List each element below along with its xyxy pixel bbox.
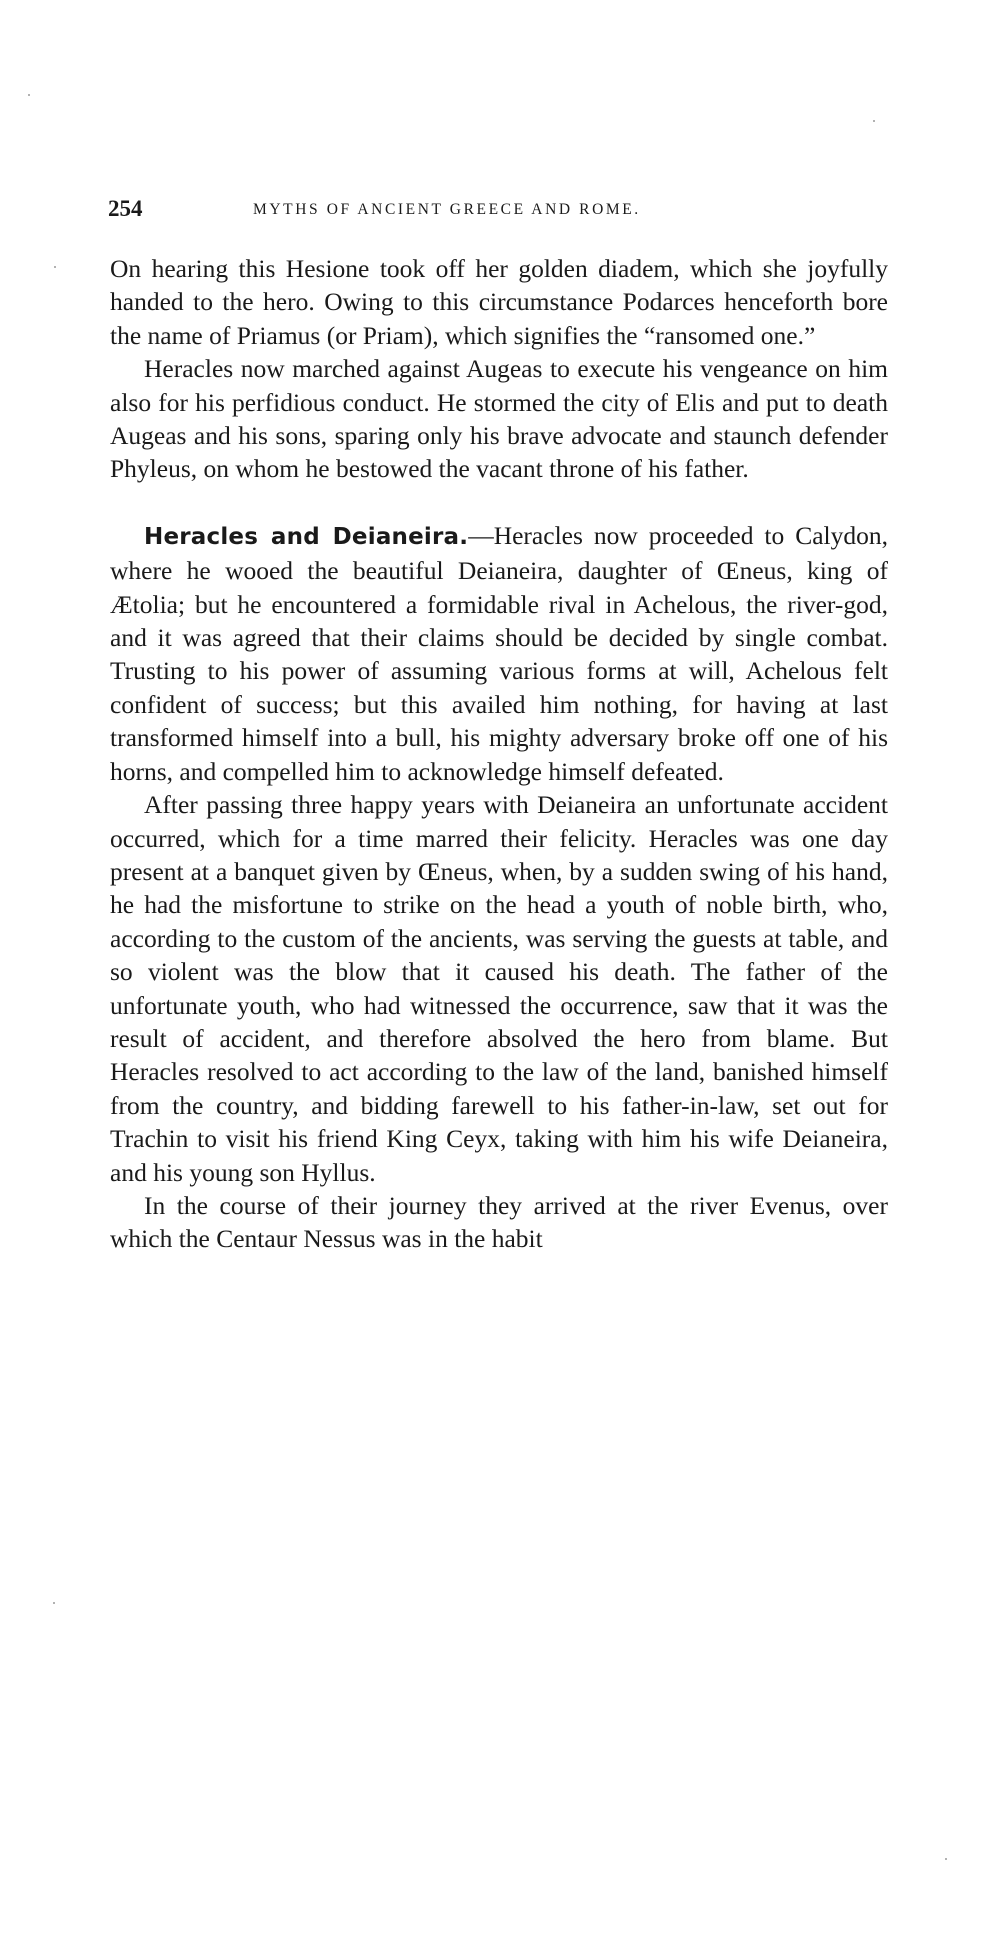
paragraph: On hearing this Hesione took off her golden diadem, which she joyfully handed to the hero. Owing to this circumstance Podarces henceforth bore the name of Priamus (or Priam), which signifies the “ransomed one.” [110,254,888,350]
running-title: MYTHS OF ANCIENT GREECE AND ROME. [253,201,641,218]
paragraph: In the course of their journey they arrived at the river Evenus, over which the Centaur Nessus was in the habit [110,1190,888,1254]
body-text [110,252,888,1256]
scan-speck [53,1602,55,1604]
paragraph: Heracles now marched against Augeas to execute his vengeance on him also for his perfidious conduct. He stormed the city of Elis and put to death Augeas and his sons, sparing only his brave advocate and staunch defender Phyleus, on whom he bestowed the vacant throne of his father. [110,354,888,484]
paragraph: After passing three happy years with Deianeira an unfortunate accident occurred, which for a time marred their felicity. Heracles was one day present at a banquet given by Œneus, when, by a sudden swing of his hand, he had the misfortune to strike on the head a youth of noble birth, who, according to the custom of the ancients, was serving the guests at table, and so violent was the blow that it caused his death. The father of the unfortunate youth, who had witnessed the occurrence, saw that it was the result of accident, and therefore absolved the hero from blame. But Heracles resolved to act according to the law of the land, banished himself from the country, and bidding farewell to his father-in-law, set out for Trachin to visit his friend King Ceyx, taking with him his wife Deianeira, and his young son Hyllus. [110,790,888,1187]
section-paragraph [110,519,888,788]
scan-speck [54,266,56,268]
running-head [108,196,888,226]
section-heading: Heracles and Deianeira. [144,523,469,550]
page-number: 254 [108,196,143,221]
scan-speck [945,1858,947,1860]
scan-speck [873,120,875,122]
scan-speck [28,94,30,96]
paragraph-text: —Heracles now proceeded to Calydon, where he wooed the beautiful Deianeira, daughter of Œneus, king of Ætolia; but he encountered a formidable rival in Achelous, the river-god, and it was agreed that their claims should be decided by single combat. Trusting to his power of assuming various forms at will, Achelous felt confident of success; but this availed him nothing, for having at last transformed himself into a bull, his mighty adversary broke off one of his horns, and compelled him to acknowledge himself defeated. [110,520,888,786]
